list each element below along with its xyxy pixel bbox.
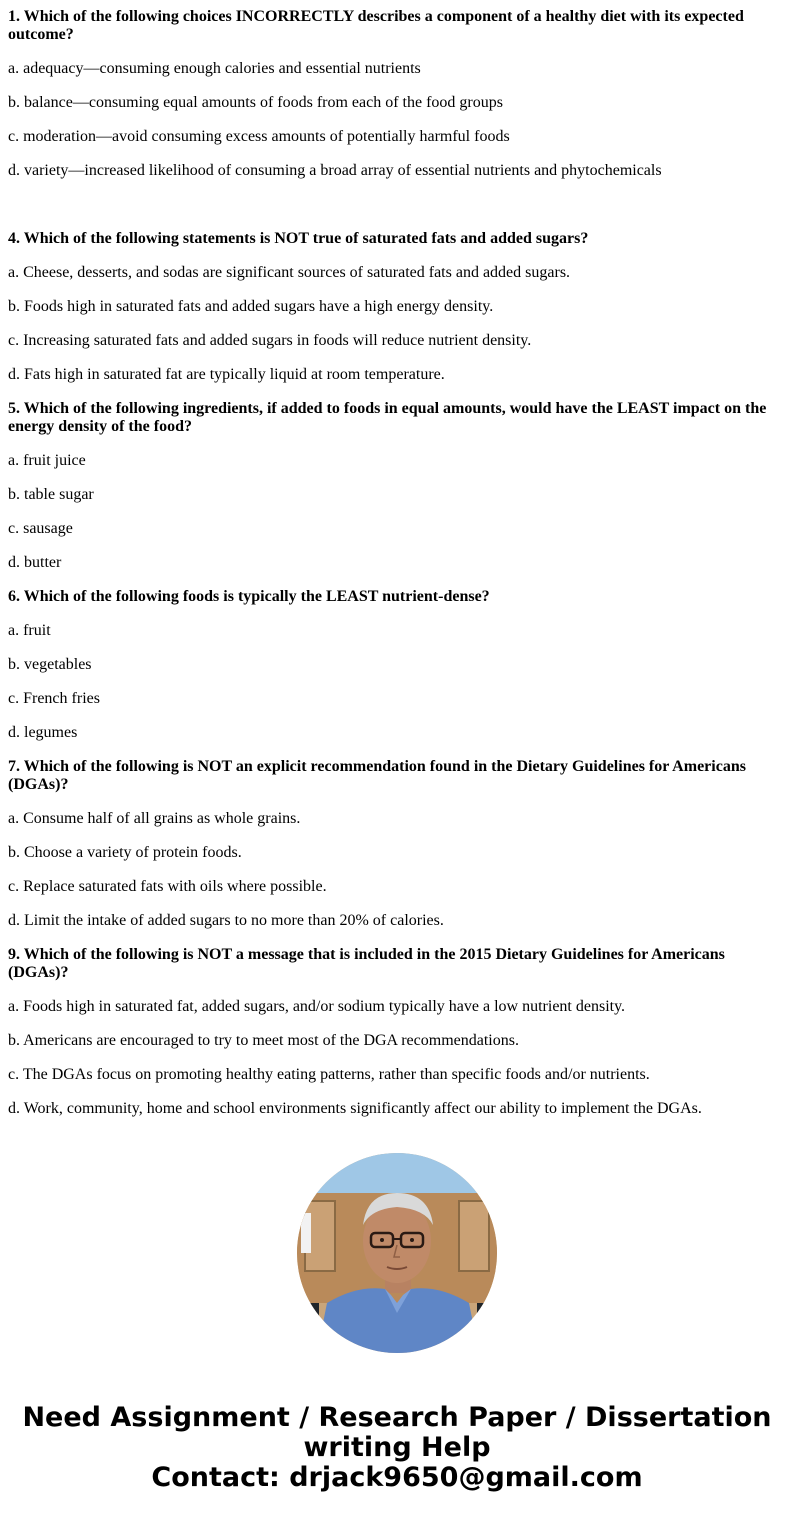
question-block-7 [8,758,784,930]
answer-option: c. Replace saturated fats with oils where possible. [8,878,327,895]
footer-subline: writing Help [303,1432,491,1463]
answer-option: a. fruit [8,622,51,639]
answer-option: b. Choose a variety of protein foods. [8,844,242,861]
question-block-6 [8,588,784,742]
answer-option: d. Fats high in saturated fat are typically liquid at room temperature. [8,366,445,383]
answer-option: b. Foods high in saturated fats and added sugars have a high energy density. [8,298,494,315]
answer-option: b. balance—consuming equal amounts of foods from each of the food groups [8,94,503,111]
blank-gap [8,196,784,230]
answer-option: d. legumes [8,724,78,741]
answer-option: c. Increasing saturated fats and added sugars in foods will reduce nutrient density. [8,332,532,349]
answer-option: c. sausage [8,520,73,537]
answer-option: d. Limit the intake of added sugars to no more than 20% of calories. [8,912,444,929]
answer-option: b. Americans are encouraged to try to meet most of the DGA recommendations. [8,1032,519,1049]
footer-headline: Need Assignment / Research Paper / Dissertation [22,1402,772,1433]
answer-option: b. vegetables [8,656,92,673]
portrait-image [297,1153,497,1353]
question-text: 9. Which of the following is NOT a message that is included in the 2015 Dietary Guidelines for Americans (DGAs)? [8,946,725,981]
answer-option: b. table sugar [8,486,94,503]
answer-option: c. French fries [8,690,100,707]
footer-contact: Contact: drjack9650@gmail.com [151,1462,643,1493]
question-block-5 [8,400,784,572]
question-block-4 [8,230,784,384]
answer-option: a. fruit juice [8,452,86,469]
question-text: 7. Which of the following is NOT an explicit recommendation found in the Dietary Guidelines for Americans (DGAs)? [8,758,746,793]
author-avatar [297,1153,497,1353]
answer-option: d. butter [8,554,62,571]
question-block-9 [8,946,784,1118]
question-document [8,8,784,1134]
answer-option: d. variety—increased likelihood of consuming a broad array of essential nutrients and phytochemicals [8,162,662,179]
question-text: 6. Which of the following foods is typically the LEAST nutrient-dense? [8,588,490,605]
contact-footer [0,1403,794,1493]
question-text: 4. Which of the following statements is NOT true of saturated fats and added sugars? [8,230,589,247]
answer-option: a. adequacy—consuming enough calories and essential nutrients [8,60,421,77]
answer-option: a. Foods high in saturated fat, added sugars, and/or sodium typically have a low nutrient density. [8,998,626,1015]
question-block-1 [8,8,784,180]
answer-option: c. moderation—avoid consuming excess amounts of potentially harmful foods [8,128,510,145]
question-text: 5. Which of the following ingredients, if added to foods in equal amounts, would have the LEAST impact on the energy density of the food? [8,400,767,435]
answer-option: a. Cheese, desserts, and sodas are significant sources of saturated fats and added sugars. [8,264,571,281]
answer-option: c. The DGAs focus on promoting healthy eating patterns, rather than specific foods and/or nutrients. [8,1066,650,1083]
question-text: 1. Which of the following choices INCORRECTLY describes a component of a healthy diet with its expected outcome? [8,8,744,43]
answer-option: a. Consume half of all grains as whole grains. [8,810,301,827]
answer-option: d. Work, community, home and school environments significantly affect our ability to implement the DGAs. [8,1100,702,1117]
